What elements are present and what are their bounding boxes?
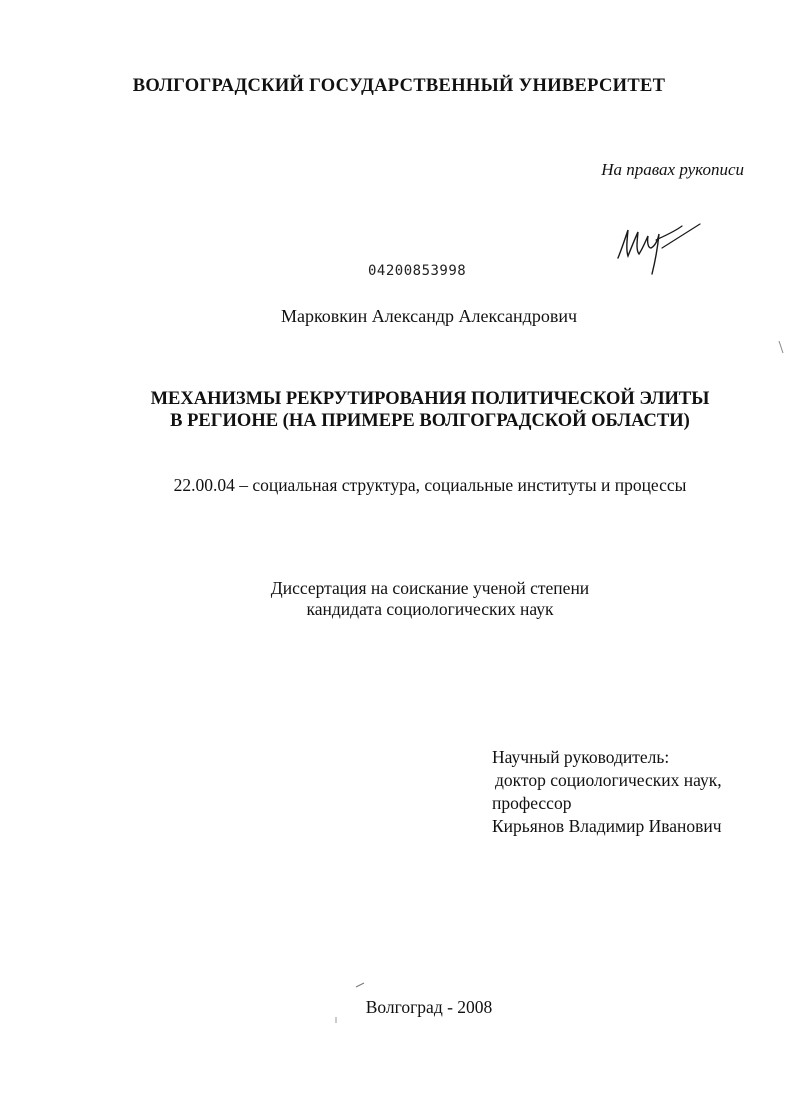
city-year: Волгоград - 2008 [365, 997, 493, 1017]
library-stamp-number: 04200853998 [368, 263, 467, 279]
title-line-1: МЕХАНИЗМЫ РЕКРУТИРОВАНИЯ ПОЛИТИЧЕСКОЙ ЭЛИТЫ [150, 389, 710, 409]
supervisor-degree: доктор социологических наук, [495, 770, 722, 790]
degree-line-2: кандидата социологических наук [306, 599, 554, 619]
scan-speck [778, 340, 784, 354]
university-name: ВОЛГОГРАДСКИЙ ГОСУДАРСТВЕННЫЙ УНИВЕРСИТЕТ [132, 76, 666, 96]
scan-mark [355, 982, 365, 988]
supervisor-rank: профессор [492, 793, 572, 813]
author-name: Марковкин Александр Александрович [280, 306, 578, 326]
degree-statement [0, 578, 798, 620]
specialty-code: 22.00.04 – социальная структура, социальные институты и процессы [173, 475, 687, 495]
title-line-2: В РЕГИОНЕ (НА ПРИМЕРЕ ВОЛГОГРАДСКОЙ ОБЛАСТИ) [170, 411, 690, 431]
supervisor-name: Кирьянов Владимир Иванович [492, 816, 722, 836]
manuscript-rights-note: На правах рукописи [601, 160, 744, 179]
handwritten-signature [612, 218, 704, 280]
supervisor-block [492, 746, 722, 838]
dissertation-title [0, 388, 798, 432]
supervisor-role: Научный руководитель: [492, 747, 670, 767]
degree-line-1: Диссертация на соискание ученой степени [270, 578, 590, 598]
